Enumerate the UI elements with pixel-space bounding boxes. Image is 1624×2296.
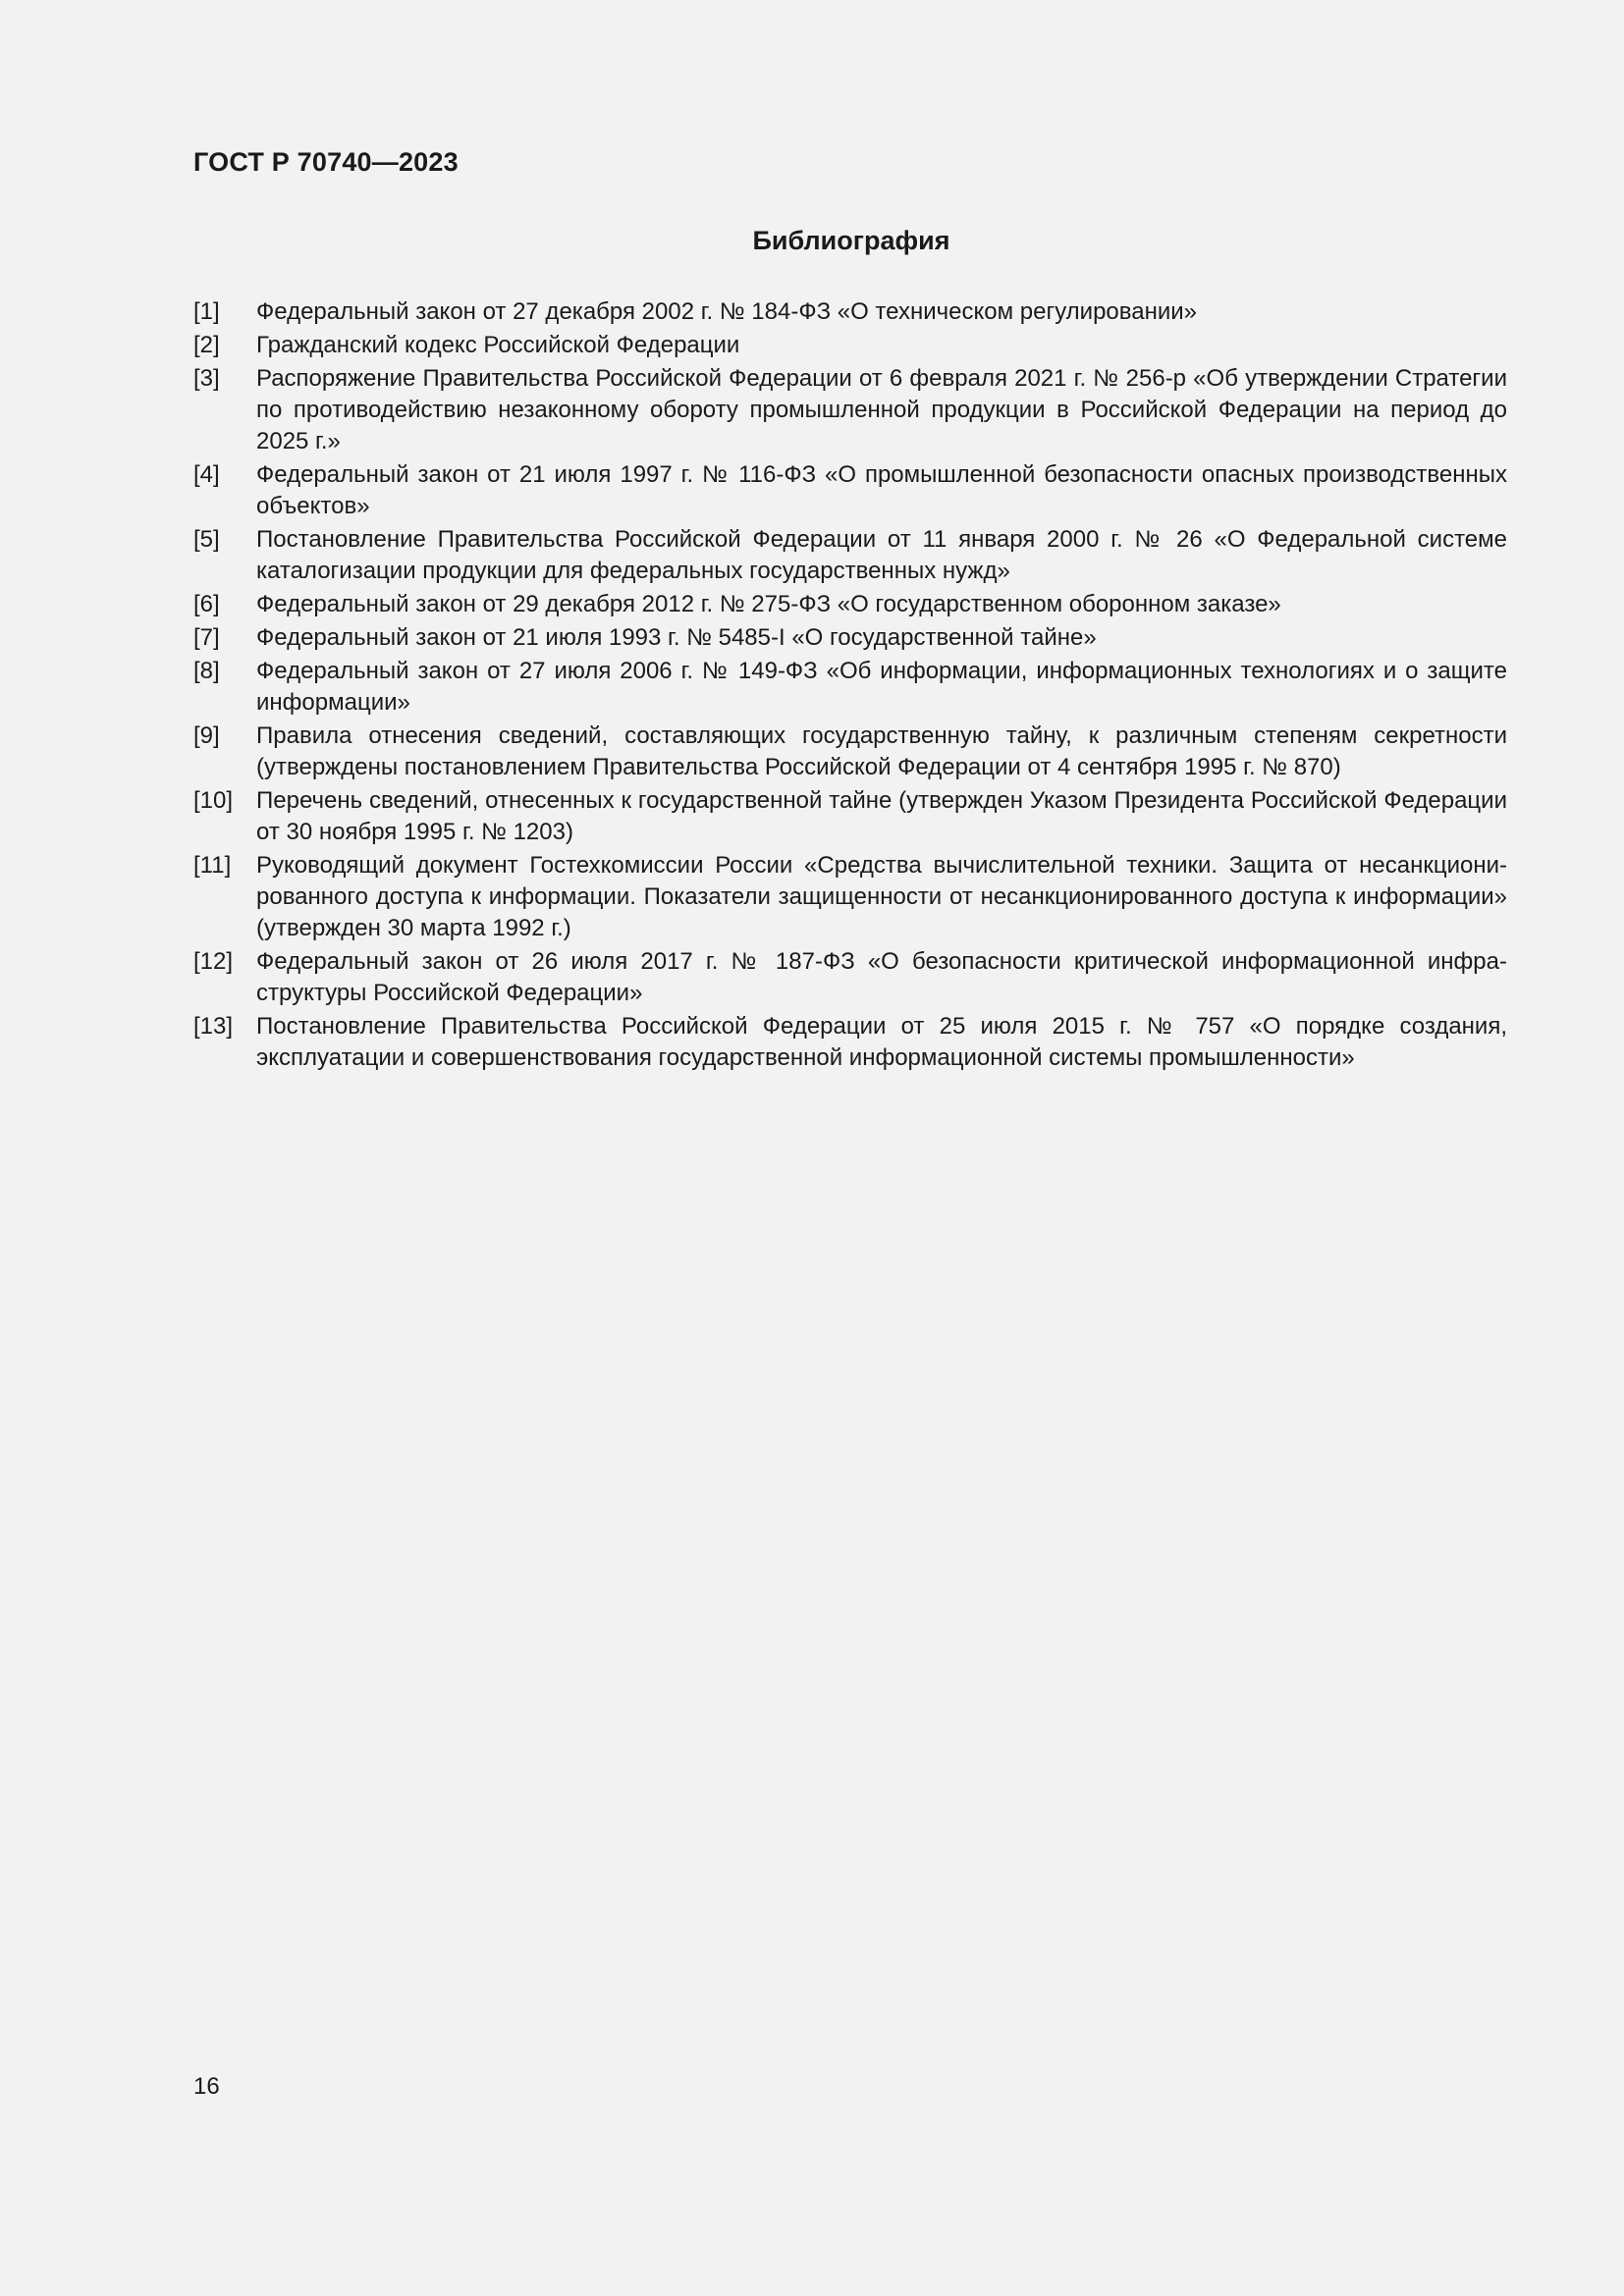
entry-number: [9] [193,722,220,749]
entry-text: Федеральный закон от 21 июля 1993 г. № 5485-I «О государственной тайне» [256,624,1097,651]
entry-text: Гражданский кодекс Российской Федерации [256,332,740,358]
section-title: Библиография [752,226,950,255]
entry-number: [7] [193,624,220,651]
entry-number: [10] [193,787,234,814]
entry-number: [2] [193,332,220,358]
bibliography-entry [193,296,1507,328]
entry-text: Распоряжение Правительства Российской Федерации от 6 февраля 2021 г. № 256-р «Об утверждении Стратегии по противодействию незаконному обороту промышленной продукции в Российской Федерации на период до 2025 г.» [256,365,1507,454]
entry-number: [8] [193,658,220,684]
bibliography-entry [193,363,1507,457]
entry-number: [6] [193,591,220,617]
entry-text: Федеральный закон от 29 декабря 2012 г. № 275-ФЗ «О государственном оборонном заказе» [256,591,1281,617]
bibliography-entry [193,1011,1507,1074]
entry-text: Руководящий документ Гостехкомиссии России «Средства вычислительной техники. Защита от несанкционированного доступа к информации. Показатели защищенности от несанкционированного доступа к информации» (утвержден 30 марта 1992 г.) [256,852,1507,941]
entry-text: Федеральный закон от 26 июля 2017 г. № 187-ФЗ «О безопасности критической информационной инфраструктуры Российской Федерации» [256,948,1507,1006]
entry-text: Федеральный закон от 27 июля 2006 г. № 149-ФЗ «Об информации, информационных технологиях и о защите информации» [256,658,1507,716]
bibliography-entry [193,850,1507,944]
bibliography-entry [193,721,1507,783]
bibliography-entry [193,785,1507,848]
entry-text: Правила отнесения сведений, составляющих государственную тайну, к различным степеням секретности (утверждены постановлением Правительства Российской Федерации от 4 сентября 1995 г. № 870) [256,722,1507,780]
bibliography-entry [193,524,1507,587]
bibliography-entry [193,589,1507,620]
bibliography-list [193,296,1507,1076]
entry-number: [1] [193,298,220,325]
entry-text: Перечень сведений, отнесенных к государственной тайне (утвержден Указом Президента Российской Федерации от 30 ноября 1995 г. № 1203) [256,787,1507,845]
entry-number: [13] [193,1013,234,1040]
document-header: ГОСТ Р 70740—2023 [193,147,459,177]
bibliography-entry [193,459,1507,522]
bibliography-entry [193,330,1507,361]
bibliography-entry [193,622,1507,654]
bibliography-entry [193,656,1507,719]
entry-number: [11] [193,852,232,879]
bibliography-entry [193,946,1507,1009]
page-number: 16 [193,2073,220,2100]
entry-text: Федеральный закон от 27 декабря 2002 г. № 184-ФЗ «О техническом регулировании» [256,298,1198,325]
entry-text: Федеральный закон от 21 июля 1997 г. № 116-ФЗ «О промышленной безопасности опасных производственных объектов» [256,461,1507,519]
entry-number: [5] [193,526,220,553]
entry-number: [4] [193,461,220,488]
entry-number: [3] [193,365,220,392]
entry-text: Постановление Правительства Российской Федерации от 11 января 2000 г. № 26 «О Федеральной системе каталогизации продукции для федеральных государственных нужд» [256,526,1507,584]
entry-text: Постановление Правительства Российской Федерации от 25 июля 2015 г. № 757 «О порядке создания, эксплуатации и совершенствования государственной информационной системы промышленности» [256,1013,1507,1071]
entry-number: [12] [193,948,234,975]
